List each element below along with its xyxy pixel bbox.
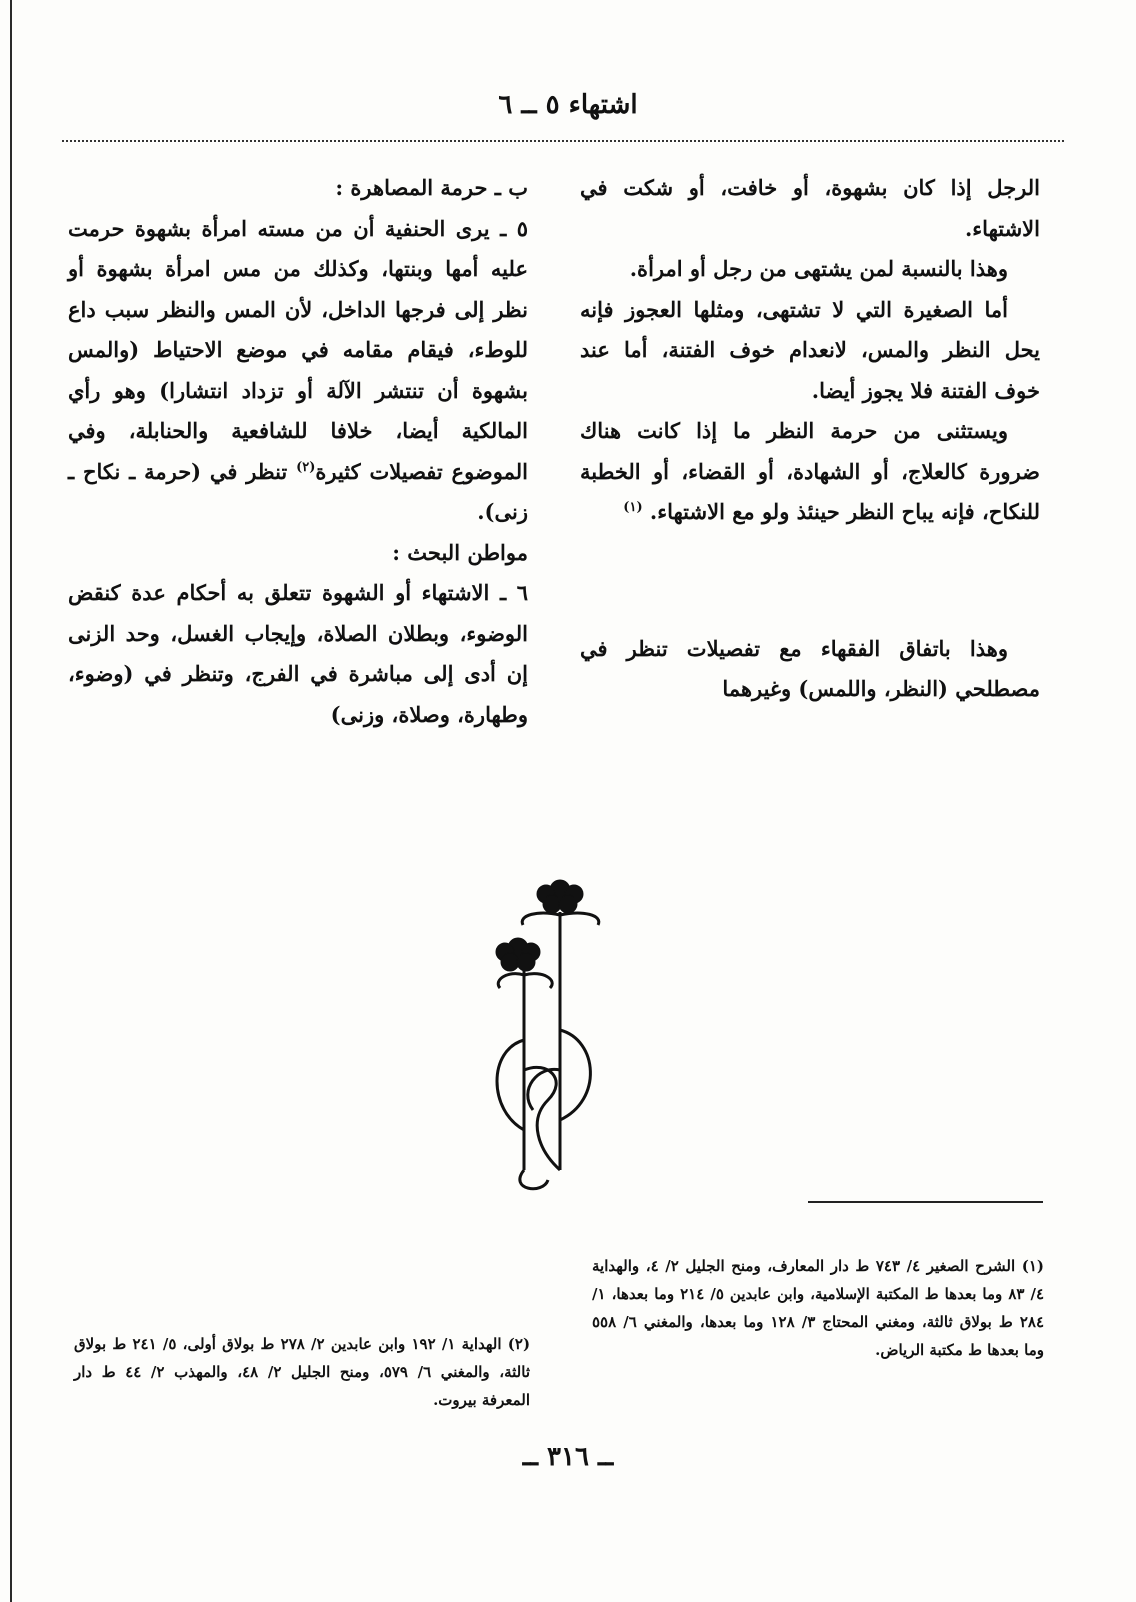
right-column — [580, 168, 1040, 710]
header-dotted-rule — [62, 140, 1064, 142]
paragraph: وهذا بالنسبة لمن يشتهى من رجل أو امرأة. — [629, 256, 1008, 281]
paragraph-text: تنظر في (حرمة ـ نكاح ـ زنى). — [68, 458, 528, 524]
footnote: (١) الشرح الصغير ٤/ ٧٤٣ ط دار المعارف، ومنح الجليل ٢/ ٤، والهداية ٤/ ٨٣ وما بعدها ط المكتبة الإسلامية، وابن عابدين ٥/ ٢١٤ وما بعدها، ١/ ٢٨٤ ط بولاق ثالثة، ومغني المحتاج ٣/ ١٢٨ وما بعدها، والمغني ٦/ ٥٥٨ وما بعدها ط مكتبة الرياض. — [592, 1257, 1045, 1359]
page-header-title: اشتهاء ٥ ــ ٦ — [498, 90, 638, 120]
paragraph: وهذا باتفاق الفقهاء مع تفصيلات تنظر في مصطلحي (النظر، واللمس) وغيرهما — [580, 635, 1040, 701]
section-heading: ب ـ حرمة المصاهرة : — [335, 175, 528, 200]
paragraph — [580, 411, 1040, 533]
footnote-ref: (١) — [623, 500, 643, 515]
paragraph: ٦ ـ الاشتهاء أو الشهوة تتعلق به أحكام عدة كنقض الوضوء، وبطلان الصلاة، وإيجاب الغسل، وحد الزنى إن أدى إلى مباشرة في الفرج، وتنظر في (وضوء، وطهارة، وصلاة، وزنى) — [68, 580, 528, 727]
page-edge-line — [10, 0, 12, 1602]
page-number: ــ ٣١٦ ــ — [522, 1442, 614, 1472]
footnote: (٢) الهداية ١/ ١٩٢ وابن عابدين ٢/ ٢٧٨ ط بولاق أولى، ٥/ ٢٤١ ط بولاق ثالثة، والمغني ٦/ ٥٧٩، ومنح الجليل ٢/ ٤٨، والمهذب ٢/ ٤٤ ط دار المعرفة بيروت. — [74, 1335, 531, 1409]
section-heading: مواطن البحث : — [392, 539, 528, 565]
left-column — [68, 168, 528, 735]
paragraph: الرجل إذا كان بشهوة، أو خافت، أو شكت في الاشتهاء. — [580, 175, 1040, 241]
footnote-ref: (٢) — [296, 459, 316, 475]
floral-ornament-icon — [488, 870, 628, 1200]
footnote-separator — [808, 1201, 1043, 1203]
paragraph-text: ٥ ـ يرى الحنفية أن من مسته امرأة بشهوة حرمت عليه أمها وبنتها، وكذلك من مس امرأة بشهوة أو نظر إلى فرجها الداخل، لأن المس والنظر سبب داع للوطء، فيقام مقامه في موضع الاحتياط (والمس بشهوة أن تنتشر الآلة أو تزداد انتشارا) وهو رأي المالكية أيضا، خلافا للشافعية والحنابلة، وفي الموضوع تفصيلات كثيرة — [68, 215, 528, 484]
paragraph-text: ويستثنى من حرمة النظر ما إذا كانت هناك ضرورة كالعلاج، أو الشهادة، أو القضاء، أو الخطبة للنكاح، فإنه يباح النظر حينئذ ولو مع الاشتهاء. — [580, 418, 1040, 524]
paragraph: أما الصغيرة التي لا تشتهى، ومثلها العجوز فإنه يحل النظر والمس، لانعدام خوف الفتنة، أما عند خوف الفتنة فلا يجوز أيضا. — [580, 296, 1040, 403]
paragraph — [68, 209, 528, 533]
